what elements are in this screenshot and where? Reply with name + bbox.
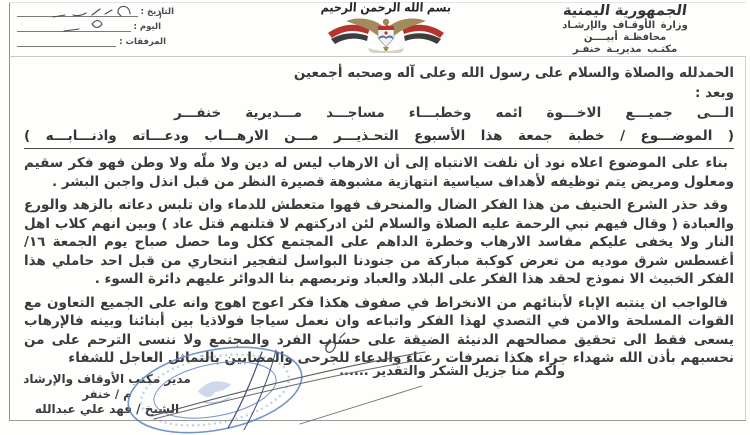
- ministry-title: وزارة الأوقـاف والإرشـاد: [562, 20, 688, 31]
- paragraph-2: وقد حذر الشرع الحنيف من هذا الفكر الضال والمنحرف فهوا متعطش للدماء وان تلبس دعاته بالزهد والورع والعبادة ( وقال فيهم نبي الرحمة عليه الصلاة والسلام لئن ادركتهم لا قتلنهم قتل عاد ) وبين انهم كلاب اهل النار ولا يخفى عليكم مفاسد الارهاب وخطرة الداهم على المجتمع ككل وما حصل صباح يوم الجمعة ١٦/أغسطس شرق موديه من تعرض كوكبة مباركة من جنودنا البواسل لتفجير انتحاري من قبل احد حاملي هذا الفكر الخبيث الا نموذج لحقد هذا الفكر على البلاد والعباد وتربصهم بنا الدوائر عليهم دائرة السوء .: [24, 197, 734, 287]
- meta-row-date: [14, 5, 174, 17]
- center-header: [298, 1, 474, 57]
- subject-line: ( الموضـــوع / خطبة جمعة هذا الأسبوع التحـذيـــر مـــن الارهـــاب ودعـــاته واذنـــابـــه ): [24, 127, 734, 150]
- signer-title: مدير مكتب الأوقاف والإرشاد: [23, 372, 191, 386]
- date-fill-line: [17, 8, 138, 17]
- day-label: اليوم :: [133, 22, 161, 32]
- date-label: التاريخ :: [140, 7, 174, 17]
- governorate-title: محافظـة أبيــــن: [583, 32, 667, 43]
- paragraph-1: بناء على الموضوع اعلاه نود أن نلفت الانتباه إلى أن الارهاب ليس له دين ولا ملّه ولا وطن فهو فكر سقيم ومعلول ومريض يتم توظيفه لأهداف سياسية انتهازية مشبوهة قصيرة النظر من قبل انذل واجبن البشر .: [24, 155, 734, 190]
- yemen-emblem-icon: [322, 15, 450, 53]
- republic-title: الجمهورية اليمنية: [562, 3, 688, 19]
- signer-name: الشيخ / فهد علي عبدالله: [34, 402, 180, 416]
- page-edge-bottom: [9, 420, 746, 421]
- day-fill-line: [17, 23, 131, 32]
- attachments-label: المرفقات :: [119, 37, 166, 47]
- signature-block: [18, 372, 196, 416]
- salutation-line: الحمدلله والصلاة والسلام على رسول الله وعلى آله وصحبه أجمعين: [293, 65, 734, 81]
- page-edge-left: [9, 3, 10, 421]
- paragraph-3: فالواجب ان ينتبه الإباء لأبنائهم من الانخراط في صفوف هكذا فكر اعوج اهوج وانه على الجميع التعاون مع القوات المسلحة والامن في التصدي لهذا الفكر واتباعه وان نعمل سياجا فولاذيا بين أبنائنا وبينه فالإرهاب يسعى فقط الى تحقيق مصالحهم الدنيئة الضيقة على حساب الفرد والمجتمع ولا ننسى الترحم على من نحسبهم بأذن الله شهداء جراء هكذا تصرفات رعناء والدعاء للجرحى والمصابين بالتماثل العاجل للشفاء: [24, 294, 734, 366]
- letter-meta-block: [14, 5, 174, 50]
- attachments-fill-line: [17, 38, 116, 47]
- signer-district: م / خنفر: [82, 387, 132, 401]
- letter-body: [24, 62, 734, 370]
- addressee-line: الـــى جميـــع الاخـــوة ائمه وخطبـــاء مساجـــد مـــديرية خنفـــر: [174, 105, 734, 121]
- national-header: [506, 3, 744, 55]
- meta-row-attachments: [14, 35, 174, 47]
- then-line: وبعد :: [695, 84, 734, 101]
- page-edge-right: [745, 56, 746, 421]
- office-title: مكتـب مديريـة خنفـر: [572, 44, 678, 55]
- closing-line: ولكم منا جزيل الشكر والتقدير ......: [339, 364, 565, 379]
- meta-row-day: [14, 20, 174, 32]
- basmala-calligraphy: بسم الله الرحمن الرحيم: [320, 0, 452, 15]
